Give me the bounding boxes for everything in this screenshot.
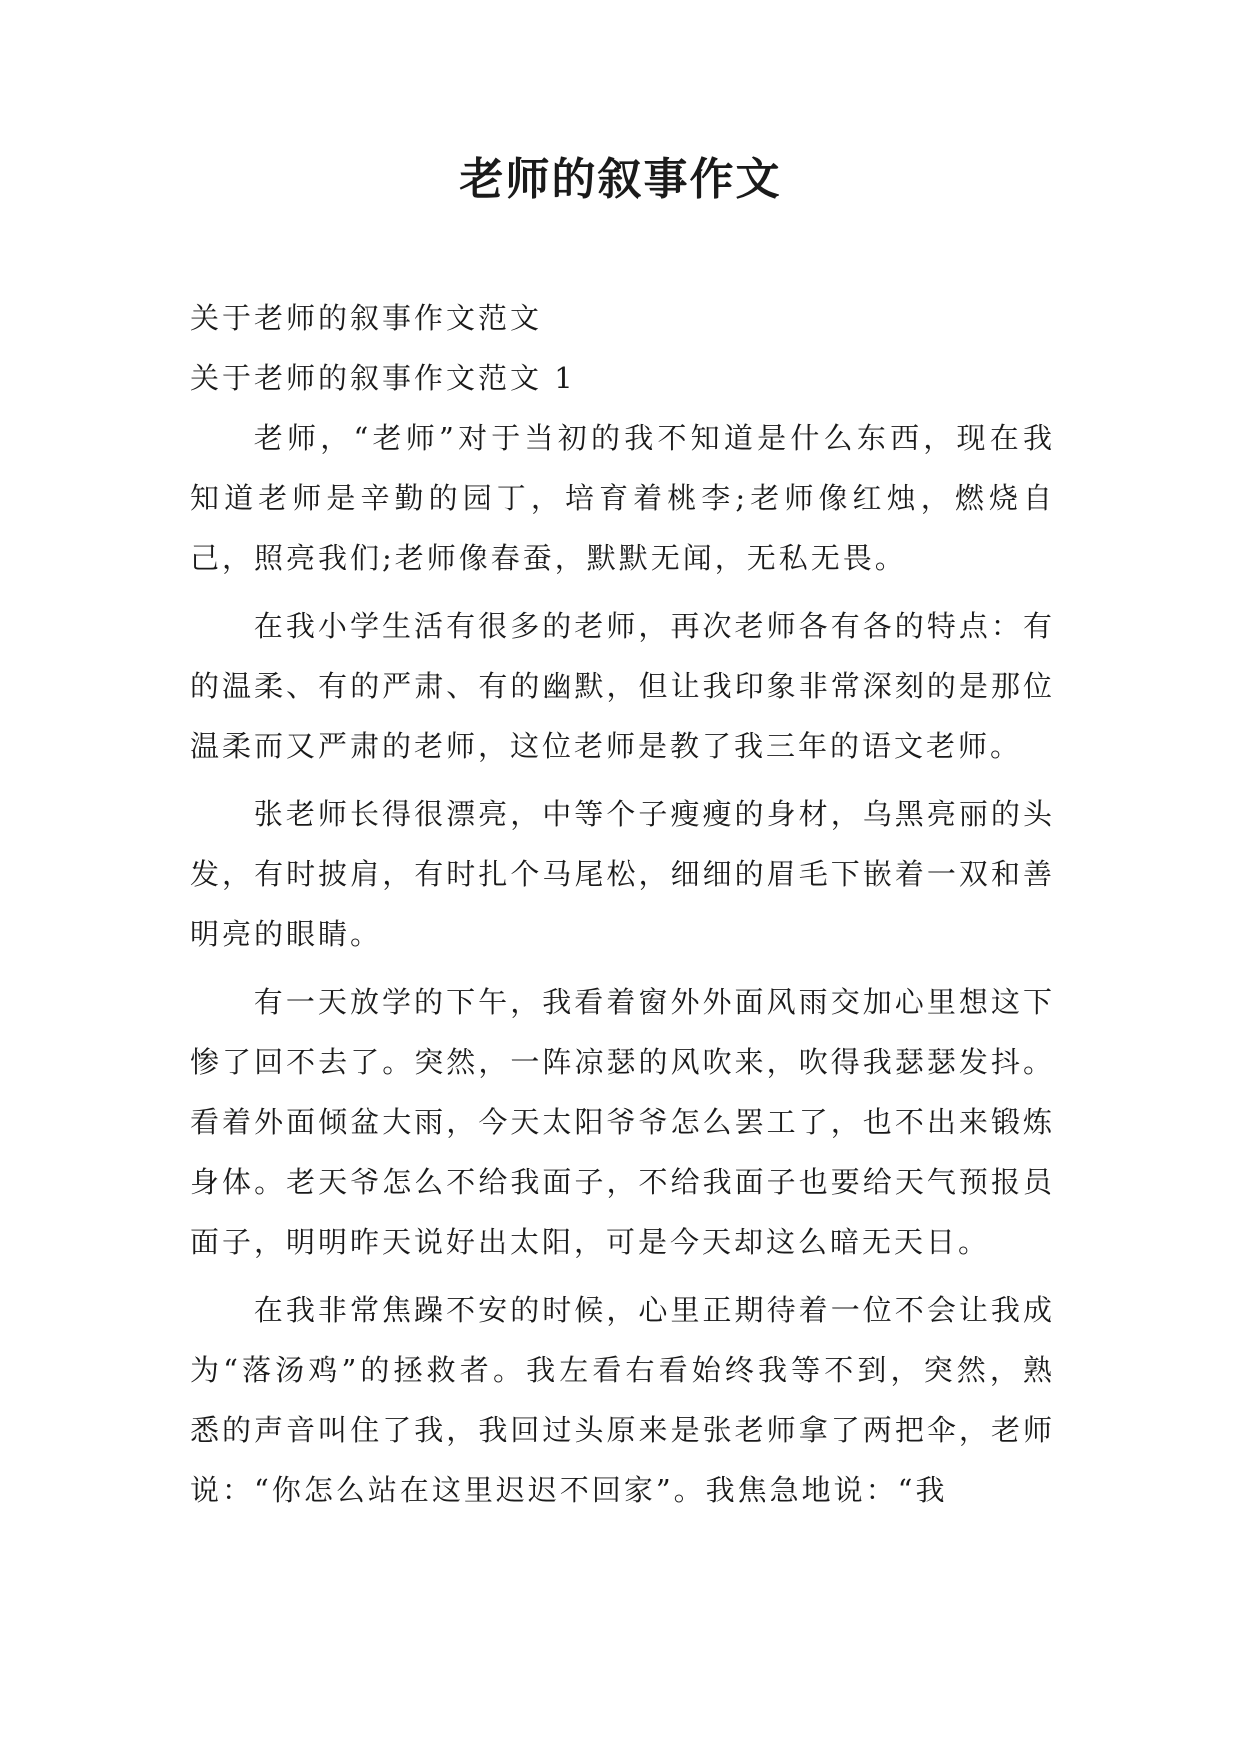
paragraph-3: 张老师长得很漂亮，中等个子瘦瘦的身材，乌黑亮丽的头发，有时披肩，有时扎个马尾松，细细的眉毛下嵌着一双和善明亮的眼睛。 (190, 797, 1055, 951)
document-title: 老师的叙事作文 (459, 154, 782, 205)
paragraph-2: 在我小学生活有很多的老师，再次老师各有各的特点：有的温柔、有的严肃、有的幽默，但让我印象非常深刻的是那位温柔而又严肃的老师，这位老师是教了我三年的语文老师。 (190, 609, 1055, 763)
subheading-2: 关于老师的叙事作文范文 1 (190, 361, 576, 395)
paragraph-1: 老师，“老师”对于当初的我不知道是什么东西，现在我知道老师是辛勤的园丁，培育着桃李;老师像红烛，燃烧自己，照亮我们;老师像春蚕，默默无闻，无私无畏。 (190, 421, 1055, 575)
paragraph-5: 在我非常焦躁不安的时候，心里正期待着一位不会让我成为“落汤鸡”的拯救者。我左看右看始终我等不到，突然，熟悉的声音叫住了我，我回过头原来是张老师拿了两把伞，老师说：“你怎么站在这里迟迟不回家”。我焦急地说：“我 (190, 1293, 1055, 1507)
subheading-1: 关于老师的叙事作文范文 (190, 301, 543, 335)
paragraph-4: 有一天放学的下午，我看着窗外外面风雨交加心里想这下惨了回不去了。突然，一阵凉瑟的风吹来，吹得我瑟瑟发抖。看着外面倾盆大雨，今天太阳爷爷怎么罢工了，也不出来锻炼身体。老天爷怎么不给我面子，不给我面子也要给天气预报员面子，明明昨天说好出太阳，可是今天却这么暗无天日。 (190, 985, 1055, 1259)
document-body (190, 288, 1055, 1528)
